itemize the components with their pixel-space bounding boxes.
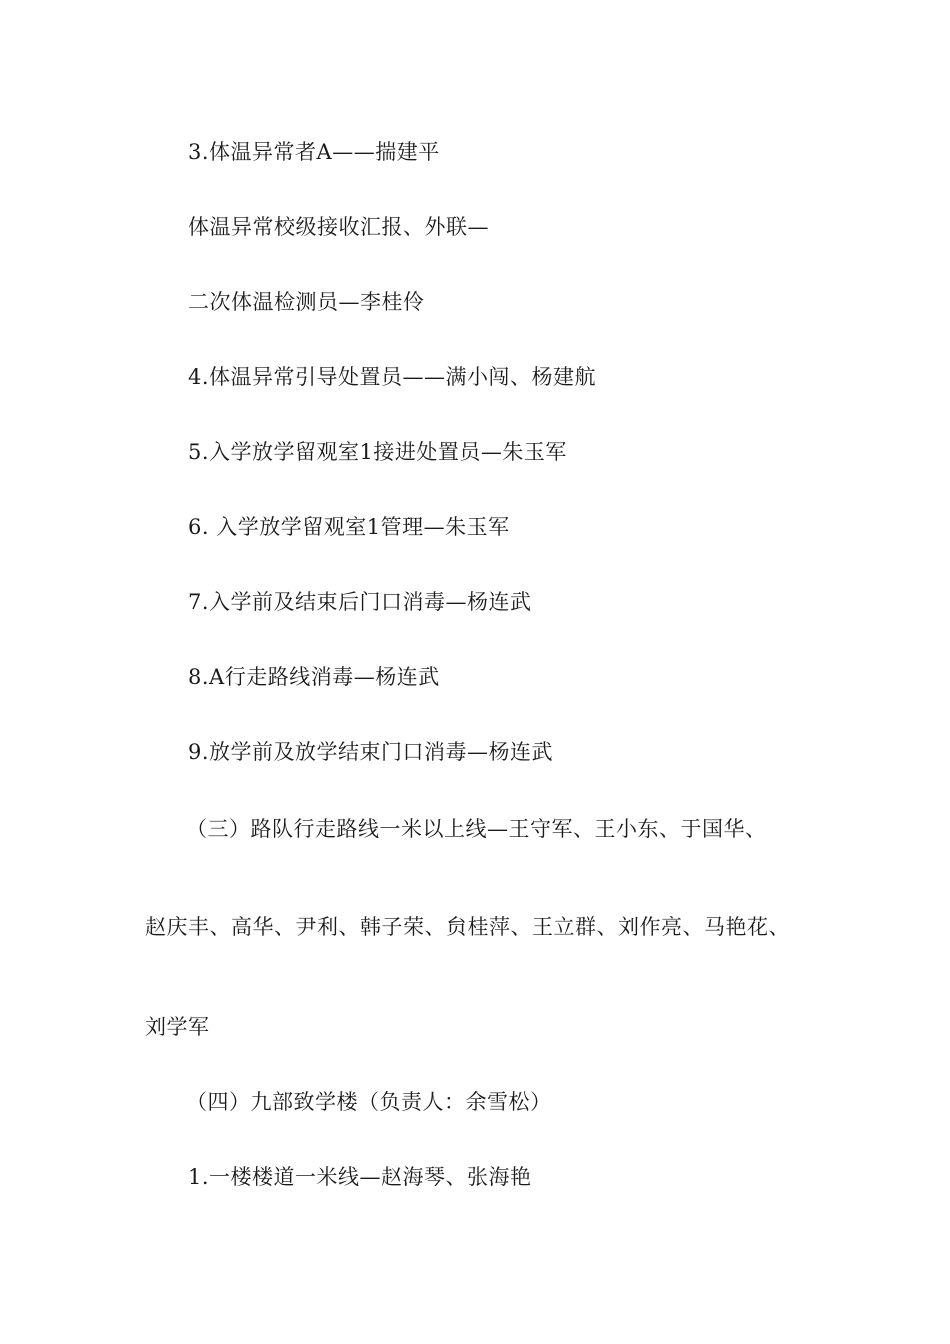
text-line: 7.入学前及结束后门口消毒—杨连武 [188, 590, 532, 614]
text-line: 3.体温异常者A——揣建平 [188, 140, 440, 164]
text-line: 9.放学前及放学结束门口消毒—杨连武 [188, 740, 554, 764]
section-heading: （三）路队行走路线一米以上线—王守军、王小东、于国华、 [186, 817, 767, 841]
text-line: 5.入学放学留观室1接进处置员—朱玉军 [188, 440, 567, 464]
text-line: 刘学军 [145, 1015, 210, 1039]
text-line: 4.体温异常引导处置员——满小闯、杨建航 [188, 365, 597, 389]
text-line: 二次体温检测员—李桂伶 [188, 290, 425, 314]
section-heading: （四）九部致学楼（负责人：余雪松） [186, 1090, 552, 1114]
text-line: 6. 入学放学留观室1管理—朱玉军 [188, 515, 510, 539]
text-line: 8.A行走路线消毒—杨连武 [188, 665, 440, 689]
text-line: 体温异常校级接收汇报、外联— [188, 215, 489, 239]
text-line: 1.一楼楼道一米线—赵海琴、张海艳 [188, 1165, 532, 1189]
text-line: 赵庆丰、高华、尹利、韩子荣、贠桂萍、王立群、刘作亮、马艳花、 [145, 915, 790, 939]
